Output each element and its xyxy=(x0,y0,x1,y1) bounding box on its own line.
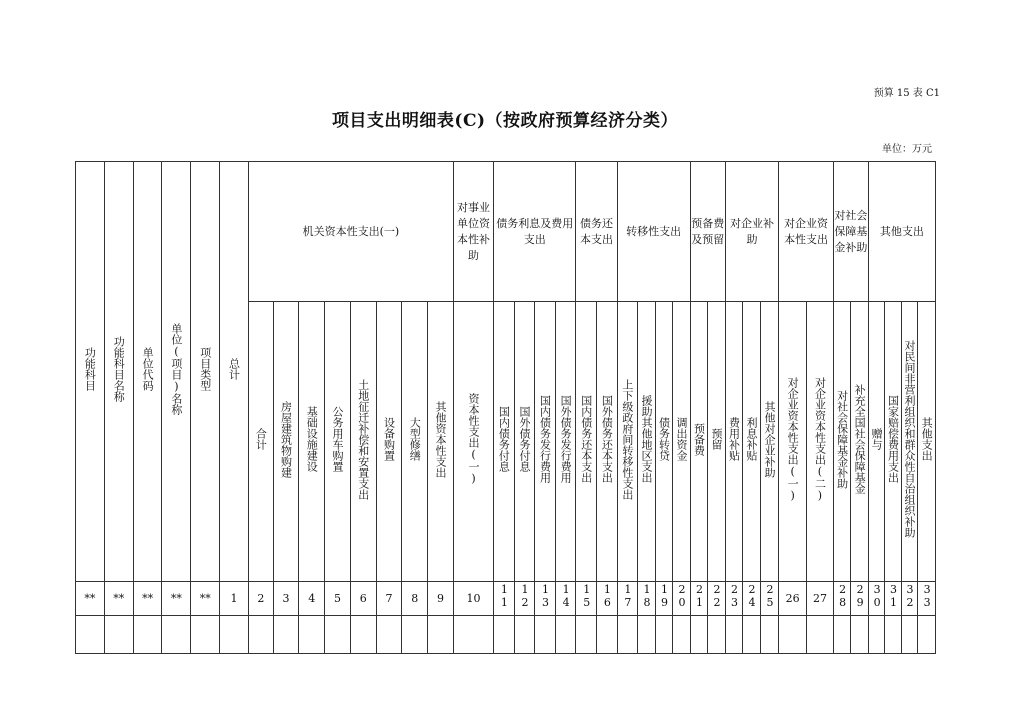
index-cell: ** xyxy=(104,582,133,616)
index-cell: 16 xyxy=(597,582,618,616)
index-cell: 21 xyxy=(690,582,708,616)
col-unit-name: 单位(项目)名称 xyxy=(162,162,191,582)
subcol-8: 大型修缮 xyxy=(402,302,428,582)
index-cell: 2 xyxy=(248,582,273,616)
group-institution-capital-subsidy: 对事业单位资本性补助 xyxy=(453,162,493,302)
subcol-33: 其他支出 xyxy=(918,302,936,582)
subcol-13: 国内债务发行费用 xyxy=(535,302,556,582)
index-cell: 20 xyxy=(673,582,691,616)
subcol-30: 赠与 xyxy=(868,302,884,582)
data-cell[interactable] xyxy=(555,616,576,654)
col-project-type: 项目类型 xyxy=(191,162,220,582)
index-cell: 13 xyxy=(535,582,556,616)
subcol-10: 资本性支出(一) xyxy=(453,302,493,582)
data-cell[interactable] xyxy=(535,616,556,654)
index-cell: 12 xyxy=(514,582,535,616)
data-cell[interactable] xyxy=(376,616,402,654)
subcol-25: 其他对企业补助 xyxy=(760,302,779,582)
index-cell: 19 xyxy=(655,582,673,616)
data-cell[interactable] xyxy=(453,616,493,654)
index-row xyxy=(76,582,936,616)
index-cell: ** xyxy=(162,582,191,616)
index-cell: 22 xyxy=(708,582,726,616)
index-cell: 32 xyxy=(901,582,917,616)
subcol-11: 国内债务付息 xyxy=(494,302,515,582)
data-cell[interactable] xyxy=(760,616,779,654)
index-cell: 8 xyxy=(402,582,428,616)
subcol-21: 预备费 xyxy=(690,302,708,582)
data-cell[interactable] xyxy=(743,616,761,654)
col-function-name: 功能科目名称 xyxy=(104,162,133,582)
data-cell[interactable] xyxy=(325,616,351,654)
index-cell: 9 xyxy=(428,582,454,616)
index-cell: 24 xyxy=(743,582,761,616)
data-cell[interactable] xyxy=(597,616,618,654)
index-cell: ** xyxy=(191,582,220,616)
index-cell: 25 xyxy=(760,582,779,616)
data-row-empty xyxy=(76,616,936,654)
data-cell[interactable] xyxy=(779,616,807,654)
group-transfer: 转移性支出 xyxy=(617,162,690,302)
index-cell: 29 xyxy=(851,582,869,616)
data-cell[interactable] xyxy=(885,616,901,654)
data-cell[interactable] xyxy=(708,616,726,654)
index-cell: 17 xyxy=(617,582,638,616)
index-cell: 4 xyxy=(299,582,325,616)
index-cell: 6 xyxy=(350,582,376,616)
data-cell[interactable] xyxy=(617,616,638,654)
data-cell[interactable] xyxy=(725,616,743,654)
subcol-28: 对社会保障基金补助 xyxy=(833,302,851,582)
index-cell: 30 xyxy=(868,582,884,616)
data-cell[interactable] xyxy=(428,616,454,654)
subcol-22: 预留 xyxy=(708,302,726,582)
index-cell: 1 xyxy=(220,582,249,616)
data-cell[interactable] xyxy=(402,616,428,654)
data-cell[interactable] xyxy=(673,616,691,654)
index-cell: ** xyxy=(76,582,105,616)
subcol-9: 其他资本性支出 xyxy=(428,302,454,582)
group-social-security: 对社会保障基金补助 xyxy=(833,162,868,302)
index-cell: 10 xyxy=(453,582,493,616)
data-cell[interactable] xyxy=(76,616,105,654)
data-cell[interactable] xyxy=(655,616,673,654)
index-cell: 23 xyxy=(725,582,743,616)
data-cell[interactable] xyxy=(162,616,191,654)
data-cell[interactable] xyxy=(690,616,708,654)
data-cell[interactable] xyxy=(901,616,917,654)
index-cell: 18 xyxy=(638,582,656,616)
group-enterprise-capital: 对企业资本性支出 xyxy=(779,162,834,302)
group-agency-capital: 机关资本性支出(一) xyxy=(248,162,453,302)
subcol-26: 对企业资本性支出(一) xyxy=(779,302,807,582)
data-cell[interactable] xyxy=(273,616,299,654)
subcol-5: 公务用车购置 xyxy=(325,302,351,582)
data-cell[interactable] xyxy=(104,616,133,654)
col-unit-code: 单位代码 xyxy=(133,162,162,582)
data-cell[interactable] xyxy=(807,616,834,654)
subcol-29: 补充全国社会保障基金 xyxy=(851,302,869,582)
subcol-7: 设备购置 xyxy=(376,302,402,582)
subcol-18: 援助其他地区支出 xyxy=(638,302,656,582)
subcol-4: 基础设施建设 xyxy=(299,302,325,582)
subcol-20: 调出资金 xyxy=(673,302,691,582)
form-number: 预算 15 表 C1 xyxy=(873,88,940,99)
data-cell[interactable] xyxy=(220,616,249,654)
page-title: 项目支出明细表(C)（按政府预算经济分类） xyxy=(331,111,679,131)
index-cell: 5 xyxy=(325,582,351,616)
index-cell: 33 xyxy=(918,582,936,616)
subcol-17: 上下级政府间转移性支出 xyxy=(617,302,638,582)
data-cell[interactable] xyxy=(514,616,535,654)
data-cell[interactable] xyxy=(576,616,597,654)
index-cell: 26 xyxy=(779,582,807,616)
index-cell: 11 xyxy=(494,582,515,616)
budget-table xyxy=(75,161,936,654)
data-cell[interactable] xyxy=(191,616,220,654)
subcol-15: 国内债务还本支出 xyxy=(576,302,597,582)
data-cell[interactable] xyxy=(494,616,515,654)
subcol-31: 国家赔偿费用支出 xyxy=(885,302,901,582)
group-enterprise-subsidy: 对企业补助 xyxy=(725,162,779,302)
data-cell[interactable] xyxy=(918,616,936,654)
data-cell[interactable] xyxy=(299,616,325,654)
subcol-2: 合计 xyxy=(248,302,273,582)
index-cell: 3 xyxy=(273,582,299,616)
data-cell[interactable] xyxy=(868,616,884,654)
subcol-16: 国外债务还本支出 xyxy=(597,302,618,582)
data-cell[interactable] xyxy=(833,616,851,654)
index-cell: 14 xyxy=(555,582,576,616)
subcol-23: 费用补贴 xyxy=(725,302,743,582)
subcol-6: 土地征迁补偿和安置支出 xyxy=(350,302,376,582)
subcol-12: 国外债务付息 xyxy=(514,302,535,582)
group-debt-principal: 债务还本支出 xyxy=(576,162,617,302)
index-cell: 27 xyxy=(807,582,834,616)
subcol-14: 国外债务发行费用 xyxy=(555,302,576,582)
index-cell: 31 xyxy=(885,582,901,616)
subcol-27: 对企业资本性支出(二) xyxy=(807,302,834,582)
group-reserve: 预备费及预留 xyxy=(690,162,725,302)
group-debt-interest: 债务利息及费用支出 xyxy=(494,162,576,302)
col-total: 总计 xyxy=(220,162,249,582)
data-cell[interactable] xyxy=(851,616,869,654)
index-cell: 7 xyxy=(376,582,402,616)
group-other: 其他支出 xyxy=(868,162,935,302)
data-cell[interactable] xyxy=(248,616,273,654)
unit-label: 单位：万元 xyxy=(882,144,932,155)
index-cell: 15 xyxy=(576,582,597,616)
subcol-19: 债务转贷 xyxy=(655,302,673,582)
data-cell[interactable] xyxy=(638,616,656,654)
data-cell[interactable] xyxy=(350,616,376,654)
col-function-code: 功能科目 xyxy=(76,162,105,582)
subcol-3: 房屋建筑物购建 xyxy=(273,302,299,582)
subcol-24: 利息补贴 xyxy=(743,302,761,582)
data-cell[interactable] xyxy=(133,616,162,654)
index-cell: 28 xyxy=(833,582,851,616)
index-cell: ** xyxy=(133,582,162,616)
subcol-32: 对民间非营利组织和群众性自治组织补助 xyxy=(901,302,917,582)
